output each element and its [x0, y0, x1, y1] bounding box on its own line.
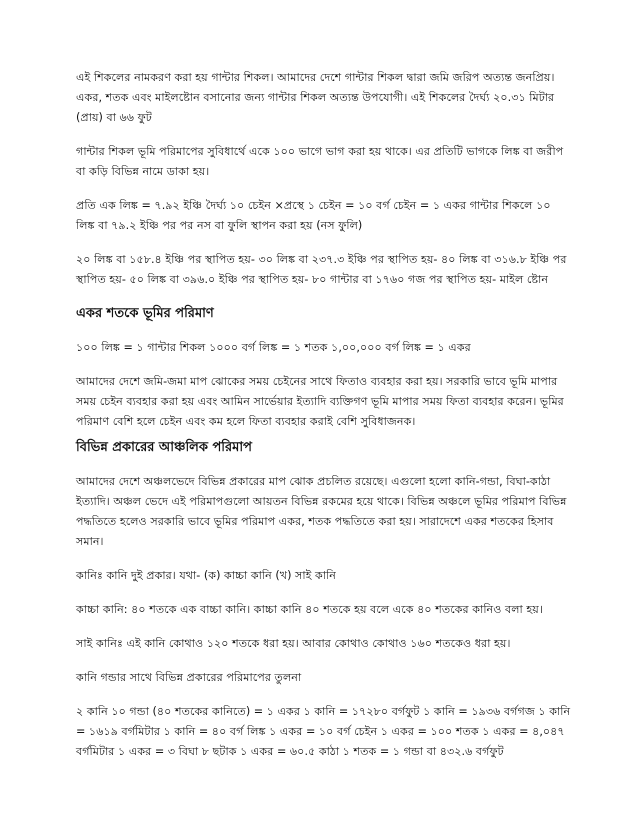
paragraph-kani-comparison-values: ২ কানি ১০ গন্ডা (৪০ শতকের কানিতে) = ১ একর ১ কানি = ১৭২৮০ বর্গফুট ১ কানি = ১৯৩৬ বর্গগজ ১ কানি = ১৬১৯ বর্গমিটার ১ কানি = ৪০ বর্গ লিঙ্ক ১ একর = ১০ বর্গ চেইন ১ একর = ১০০ শতক ১ একর = ৪,০৪৭ বর্গমিটার ১ একর = ৩ বিঘা ৮ ছটাক ১ একর = ৬০.৫ কাঠা ১ শতক = ১ গন্ডা বা ৪৩২.৬ বর্গফুট — [76, 705, 571, 758]
paragraph-kani-types: কানিঃ কানি দুই প্রকার। যথা- (ক) কাচ্চা কানি (খ) সাই কানি — [76, 569, 336, 582]
document-page — [76, 68, 572, 776]
paragraph-link-conversions: ১০০ লিঙ্ক = ১ গান্টার শিকল ১০০০ বর্গ লিঙ্ক = ১ শতক ১,০০,০০০ বর্গ লিঙ্ক = ১ একর — [76, 341, 471, 354]
paragraph-chain-divisions: গান্টার শিকল ভূমি পরিমাপের সুবিধার্থে একে ১০০ ভাগে ভাগ করা হয় থাকে। এর প্রতিটি ভাগকে লিঙ্ক বা জরীপ বা কড়ি বিভিন্ন নামে ডাকা হয়। — [76, 145, 564, 178]
paragraph-gunter-chain-intro: এই শিকলের নামকরণ করা হয় গান্টার শিকল। আমাদের দেশে গান্টার শিকল দ্বারা জমি জরিপ অত্যন্ত জনপ্রিয়। একর, শতক এবং মাইলষ্টোন বসানোর জন্য গান্টার শিকল অত্যন্ত উপযোগী। এই শিকলের দৈর্ঘ্য ২০.৩১ মিটার (প্রায়) বা ৬৬ ফুট — [76, 71, 555, 124]
paragraph-link-measure: প্রতি এক লিঙ্ক = ৭.৯২ ইঞ্চি দৈর্ঘ্য ১০ চেইন ×প্রস্থে ১ চেইন = ১০ বর্গ চেইন = ১ একর গান্টার শিকলে ১০ লিঙ্ক বা ৭৯.২ ইঞ্চি পর পর নস বা ফুলি স্থাপন করা হয় (নস ফুলি) — [76, 199, 551, 232]
paragraph-regional-measures: আমাদের দেশে অঞ্চলভেদে বিভিন্ন প্রকারের মাপ ঝোক প্রচলিত রয়েছে। এগুলো হলো কানি-গন্ডা, বিঘা-কাঠা ইত্যাদি। অঞ্চল ভেদে এই পরিমাপগুলো আয়তন বিভিন্ন রকমের হয়ে থাকে। বিভিন্ন অঞ্চলে ভূমির পরিমাপ বিভিন্ন পদ্ধতিতে হলেও সরকারি ভাবে ভূমির পরিমাপ একর, শতক পদ্ধতিতে করা হয়। সারাদেশে একর শতকের হিসাব সমান। — [76, 475, 567, 548]
paragraph-sai-kani: সাই কানিঃ এই কানি কোথাও ১২০ শতকে ধরা হয়। আবার কোথাও কোথাও ১৬০ শতকেও ধরা হয়। — [76, 637, 511, 650]
paragraph-kachha-kani: কাচ্চা কানি: ৪০ শতকে এক বাচ্চা কানি। কাচ্চা কানি ৪০ শতকে হয় বলে একে ৪০ শতকের কানিও বলা হয়। — [76, 603, 543, 616]
paragraph-marker-placement: ২০ লিঙ্ক বা ১৫৮.৪ ইঞ্চি পর স্থাপিত হয়- ৩০ লিঙ্ক বা ২৩৭.৩ ইঞ্চি পর স্থাপিত হয়- ৪০ লিঙ্ক বা ৩১৬.৮ ইঞ্চি পর স্থাপিত হয়- ৫০ লিঙ্ক বা ৩৯৬.০ ইঞ্চি পর স্থাপিত হয়- ৮০ গান্টার বা ১৭৬০ গজ পর স্থাপিত হয়- মাইল ষ্টোন — [76, 253, 567, 286]
heading-acre-decimal-area: একর শতকে ভূমির পরিমাণ — [76, 306, 214, 321]
heading-regional-measures: বিভিন্ন প্রকারের আঞ্চলিক পরিমাপ — [76, 440, 252, 455]
paragraph-chain-and-tape-usage: আমাদের দেশে জমি-জমা মাপ ঝোকের সময় চেইনের সাথে ফিতাও ব্যবহার করা হয়। সরকারি ভাবে ভূমি মাপার সময় চেইন ব্যবহার করা হয় এবং আমিন সার্ভেয়ার ইত্যাদি ব্যক্তিগণ ভূমি মাপার সময় ফিতা ব্যবহার করেন। ভূমির পরিমাণ বেশি হলে চেইন এবং কম হলে ফিতা ব্যবহার করাই বেশি সুবিধাজনক। — [76, 375, 564, 428]
paragraph-kani-comparison-title: কানি গন্ডার সাথে বিভিন্ন প্রকারের পরিমাপের তুলনা — [76, 671, 302, 684]
